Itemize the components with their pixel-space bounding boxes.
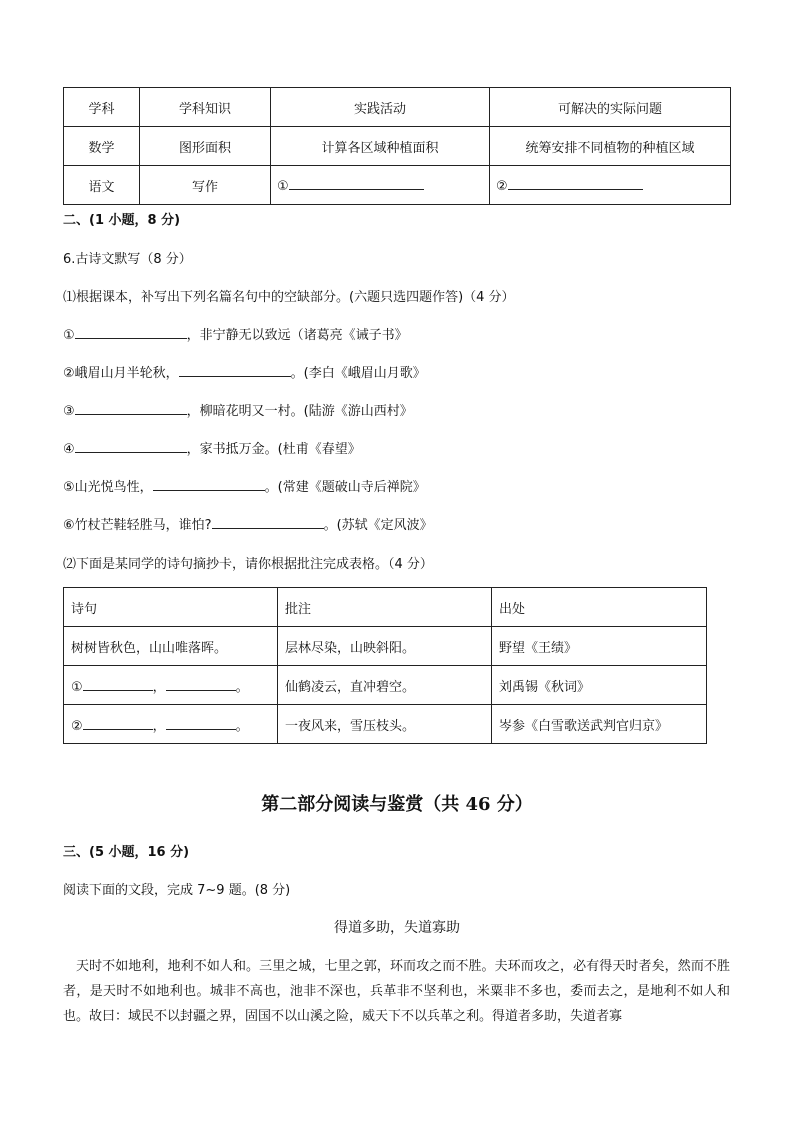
blank-number: ①: [71, 679, 83, 695]
table-cell: 仙鹤凌云，直冲碧空。: [278, 666, 492, 705]
table-header-cell: 学科: [64, 88, 140, 127]
table-cell: 野望《王绩》: [492, 627, 707, 666]
punctuation: 。: [235, 718, 249, 734]
fill-item-post: ，非宁静无以致远（诸葛亮《诫子书》: [186, 328, 408, 343]
fill-item: [63, 476, 426, 495]
table-cell: 图形面积: [140, 127, 271, 166]
answer-cell[interactable]: [64, 666, 278, 705]
fill-item-post: 。(苏轼《定风波》: [323, 518, 433, 533]
table-cell: 数学: [64, 127, 140, 166]
fill-item: [63, 362, 426, 381]
table-cell: 计算各区域种植面积: [271, 127, 490, 166]
passage-title: 得道多助，失道寡助: [334, 920, 460, 936]
table-row: [64, 666, 707, 705]
section-heading: 二、(1 小题，8 分): [63, 213, 181, 228]
question-prompt: ⑵下面是某同学的诗句摘抄卡，请你根据批注完成表格。（4 分）: [63, 557, 433, 572]
answer-blank[interactable]: [179, 364, 291, 377]
blank-number: ②: [71, 718, 83, 734]
table-cell: 层林尽染，山映斜阳。: [278, 627, 492, 666]
answer-blank[interactable]: [83, 678, 153, 691]
table-row: [64, 705, 707, 744]
table-cell: 刘禹锡《秋词》: [492, 666, 707, 705]
answer-blank[interactable]: [508, 177, 643, 190]
table-cell: 岑参《白雪歌送武判官归京》: [492, 705, 707, 744]
answer-blank[interactable]: [166, 678, 236, 691]
table-header-cell: 学科知识: [140, 88, 271, 127]
passage: [63, 954, 730, 1029]
table-header-row: [64, 88, 731, 127]
fill-item-post: 。(李白《峨眉山月歌》: [290, 366, 426, 381]
table-cell: 树树皆秋色，山山唯落晖。: [64, 627, 278, 666]
fill-item: [63, 400, 413, 419]
answer-cell[interactable]: [64, 705, 278, 744]
question-title: 6.古诗文默写（8 分）: [63, 252, 192, 267]
poem-table: [63, 587, 707, 744]
answer-cell[interactable]: [490, 166, 731, 205]
fill-item-post: ，家书抵万金。(杜甫《春望》: [186, 442, 361, 457]
fill-item-pre: ①: [63, 328, 75, 343]
table-header-cell: 实践活动: [271, 88, 490, 127]
table-row: [64, 166, 731, 205]
answer-blank[interactable]: [83, 717, 153, 730]
fill-item: [63, 438, 361, 457]
question-prompt: ⑴根据课本，补写出下列名篇名句中的空缺部分。(六题只选四题作答)（4 分）: [63, 290, 515, 305]
fill-item-post: 。(常建《题破山寺后禅院》: [264, 480, 426, 495]
table-row: [64, 127, 731, 166]
answer-blank[interactable]: [153, 478, 265, 491]
table-header-cell: 可解决的实际问题: [490, 88, 731, 127]
blank-number: ①: [277, 178, 289, 194]
fill-item-pre: ③: [63, 404, 75, 419]
answer-blank[interactable]: [166, 717, 236, 730]
fill-item-post: ，柳暗花明又一村。(陆游《游山西村》: [186, 404, 413, 419]
table-header-cell: 批注: [278, 588, 492, 627]
table-cell: 语文: [64, 166, 140, 205]
fill-item-pre: ⑥竹杖芒鞋轻胜马，谁怕?: [63, 518, 212, 533]
punctuation: 。: [235, 679, 249, 695]
answer-blank[interactable]: [75, 326, 187, 339]
table-cell: 一夜风来，雪压枝头。: [278, 705, 492, 744]
answer-blank[interactable]: [212, 516, 324, 529]
fill-item: [63, 514, 433, 533]
question-instruction: 阅读下面的文段，完成 7~9 题。(8 分): [63, 883, 291, 898]
fill-item: [63, 324, 408, 343]
table-cell: 写作: [140, 166, 271, 205]
fill-item-pre: ②峨眉山月半轮秋，: [63, 366, 179, 381]
table-header-row: [64, 588, 707, 627]
answer-blank[interactable]: [289, 177, 424, 190]
table-header-cell: 诗句: [64, 588, 278, 627]
subject-table: [63, 87, 731, 205]
section-heading: 三、(5 小题，16 分): [63, 845, 190, 860]
answer-blank[interactable]: [75, 402, 187, 415]
fill-item-pre: ④: [63, 442, 75, 457]
blank-number: ②: [496, 178, 508, 194]
part-title: 第二部分阅读与鉴赏（共 46 分）: [261, 794, 533, 815]
answer-blank[interactable]: [75, 440, 187, 453]
fill-item-pre: ⑤山光悦鸟性，: [63, 480, 153, 495]
table-row: [64, 627, 707, 666]
punctuation: ，: [152, 679, 166, 695]
punctuation: ，: [152, 718, 166, 734]
table-cell: 统筹安排不同植物的种植区域: [490, 127, 731, 166]
answer-cell[interactable]: [271, 166, 490, 205]
table-header-cell: 出处: [492, 588, 707, 627]
passage-text: 天时不如地利，地利不如人和。三里之城，七里之郭，环而攻之而不胜。夫环而攻之，必有得天时者矣，然而不胜者，是天时不如地利也。城非不高也，池非不深也，兵革非不坚利也，米粟非不多也，委而去之，是地利不如人和也。故曰：域民不以封疆之界，固国不以山溪之险，威天下不以兵革之利。得道者多助，失道者寡: [63, 959, 730, 1024]
